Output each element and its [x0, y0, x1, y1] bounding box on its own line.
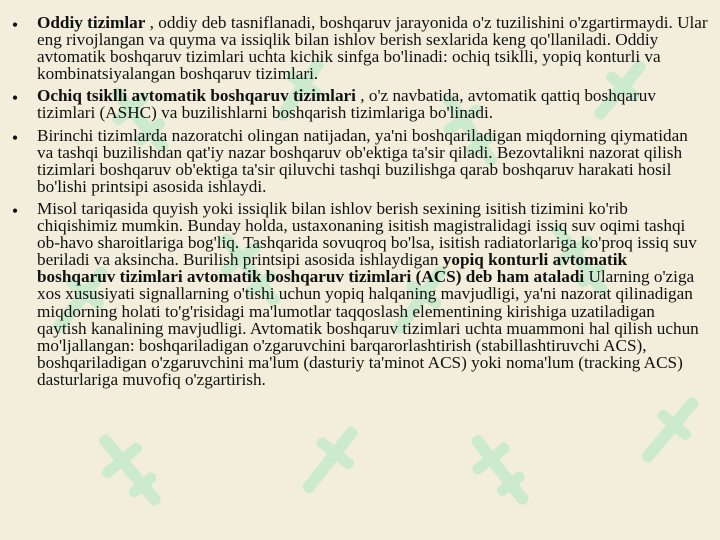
- bullet-dot-icon: •: [11, 15, 19, 35]
- bullet-bold-term: Ochiq tsiklli avtomatik boshqaruv tizimlari: [37, 86, 356, 106]
- bullet-text: Misol tariqasida quyish yoki issiqlik bilan ishlov berish sexining isitish tizimini ko'rib chiqishimiz mumkin. Bunday holda, ustaxonaning isitish magistralidagi issiq suv oqimi tashqi ob-havo sharoitlariga bog'liq. Tashqarida sovuqroq bo'lsa, isitish radiatorlariga ko'proq issiq suv beriladi va aksincha. Burilish printsipi asosida ishlaydigan: [37, 198, 697, 270]
- watermark-glyph: [457, 423, 543, 516]
- bullet-text: , o'z navbatida, avtomatik qattiq boshqaruv tizimlari (ASHC) va buzilishlarni boshqarish tizimlariga bo'linadi.: [37, 86, 656, 123]
- bullet-item-simple-systems: [8, 14, 708, 82]
- bullet-item-open-loop-systems: [8, 87, 708, 121]
- bullet-text: Ularning o'ziga xos xususiyati signallarning o'tishi uchun yopiq halqaning mavjudligi, ya'ni nazorat qilinadigan miqdorning holati to'g'risidagi ma'lumotlar taqqoslash elementining kirishiga uzatiladigan qaytish kanalining mavjudligi. Avtomatik boshqaruv tizimlari uchta muammoni hal qilish uchun mo'ljallangan: boshqariladigan o'zgaruvchini barqarorlashtirish (stabillashtiruvchi ACS), boshqariladigan o'zgaruvchini ma'lum (dasturiy ta'minot ACS) yoki noma'lum (tracking ACS) dasturlariga muvofiq o'zgartirish.: [37, 267, 699, 389]
- bullet-bold-term: yopiq konturli avtomatik boshqaruv tizimlari avtomatik boshqaruv tizimlari (ACS) deb ham ataladi: [37, 250, 628, 287]
- bullet-bold-term: Oddiy tizimlar: [37, 13, 146, 32]
- bullet-item-first-systems: [8, 127, 708, 195]
- bullet-text: , oddiy deb tasniflanadi, boshqaruv jarayonida o'z tuzilishini o'zgartirmaydi. Ular eng rivojlangan va quyma va issiqlik bilan ishlov berish sexlarida keng qo'llaniladi. Oddiy avtomatik boshqaruv tizimlari uchta kichik sinfga bo'linadi: ochiq tsiklli, yopiq konturli va kombinatsiyalangan boshqaruv tizimlari.: [37, 13, 708, 84]
- watermark-glyph: [629, 387, 711, 474]
- watermark-glyph: [288, 415, 372, 505]
- watermark-glyph: [83, 421, 176, 519]
- bullet-dot-icon: •: [11, 200, 19, 221]
- slide-content: [8, 14, 708, 393]
- bullet-dot-icon: •: [11, 127, 19, 148]
- bullet-item-example-heating: [8, 200, 708, 388]
- bullet-text: Birinchi tizimlarda nazoratchi olingan natijadan, ya'ni boshqariladigan miqdorning qiymatidan va tashqi buzilishdan qat'iy nazar boshqaruv ob'ektiga ta'sir qiladi. Bezovtalikni nazorat qilish tizimlari boshqaruv ob'ektiga ta'sir qiluvchi tashqi buzilishga qarab boshqaruv harakati hosil bo'lishi printsipi asosida ishlaydi.: [37, 125, 688, 196]
- bullet-dot-icon: •: [11, 88, 19, 109]
